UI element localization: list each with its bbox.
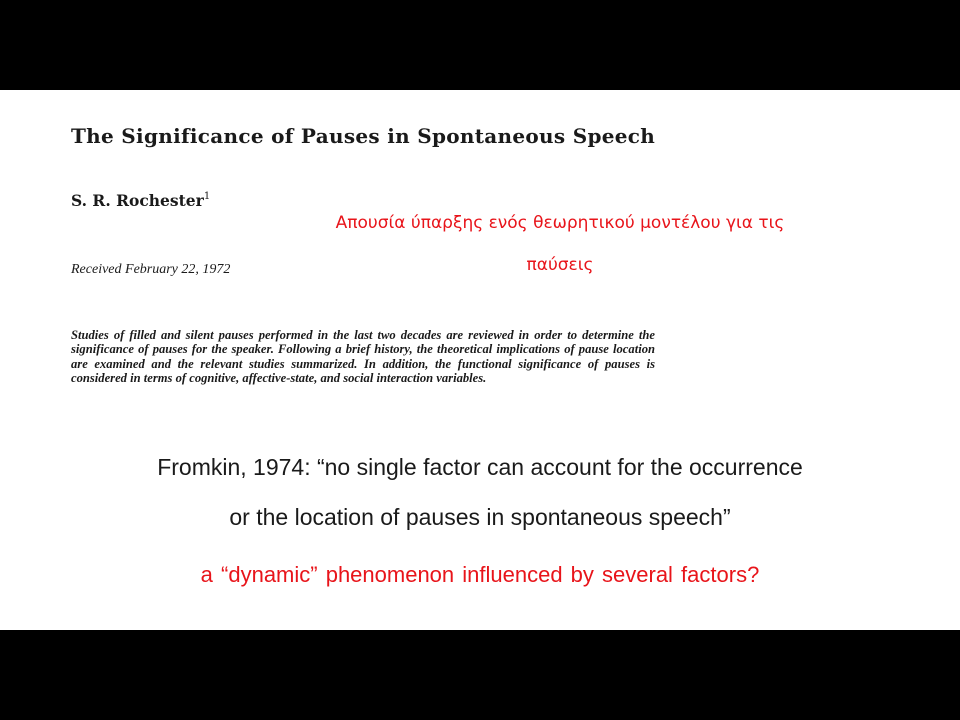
author-name: S. R. Rochester xyxy=(71,191,204,210)
quote-line-1: Fromkin, 1974: “no single factor can account for the occurrence xyxy=(157,454,803,480)
author-footnote-marker: 1 xyxy=(203,190,211,202)
greek-annotation-line-1: Απουσία ύπαρξης ενός θεωρητικού μοντέλου για τις xyxy=(335,213,785,233)
received-date: Received February 22, 1972 xyxy=(71,262,231,277)
dynamic-phenomenon-question: a “dynamic” phenomenon influenced by several factors? xyxy=(200,562,760,587)
greek-annotation-line-2: παύσεις xyxy=(526,255,594,275)
quote-line-2: or the location of pauses in spontaneous speech” xyxy=(229,504,731,530)
greek-annotation xyxy=(300,202,820,286)
slide xyxy=(0,90,960,630)
top-black-band xyxy=(0,0,960,90)
bottom-black-band xyxy=(0,630,960,720)
paper-author xyxy=(71,191,210,210)
paper-abstract: Studies of filled and silent pauses performed in the last two decades are reviewed in order to determine the significance of pauses for the speaker. Following a brief history, the theoretical implications of pause location are examined and the relevant studies summarized. In addition, the functional significance of pauses is considered in terms of cognitive, affective-state, and social interaction variables. xyxy=(71,328,655,385)
fromkin-quote xyxy=(80,442,880,542)
paper-title: The Significance of Pauses in Spontaneous Speech xyxy=(71,124,656,148)
